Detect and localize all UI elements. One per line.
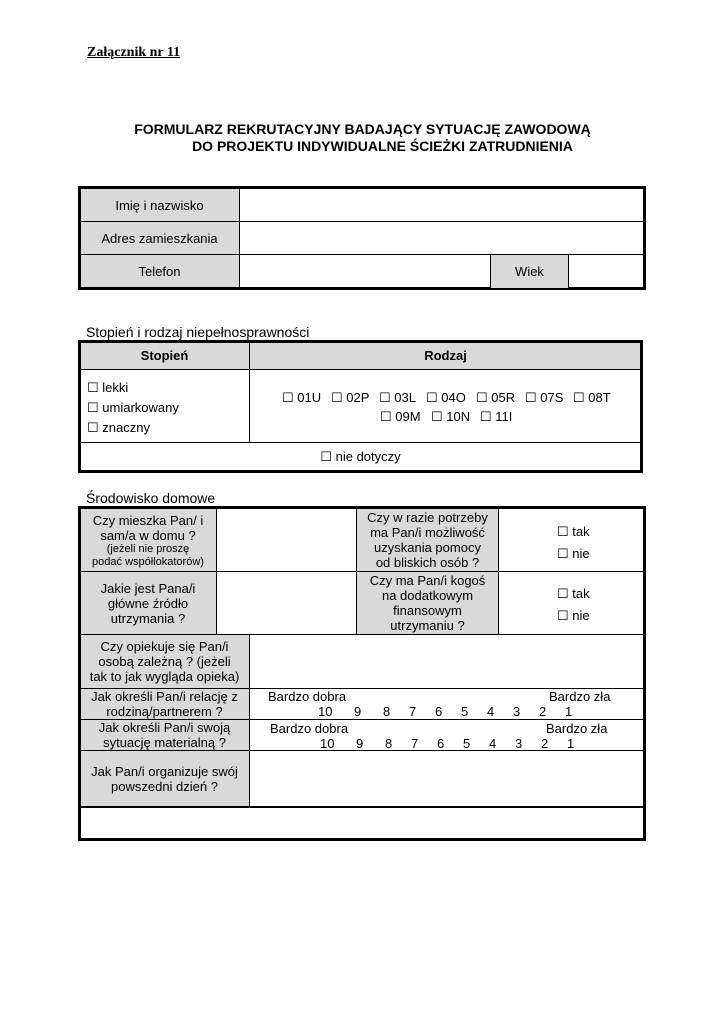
lives-alone-question: Czy mieszka Pan/ i sam/a w domu ? (jeżeli nie proszę podać współlokatorów)	[92, 513, 204, 568]
type-option-11i[interactable]: ☐ 11I	[480, 409, 513, 424]
type-option-10n[interactable]: ☐ 10N	[431, 409, 471, 424]
material-scale-7[interactable]: 7	[411, 736, 419, 751]
type-header: Rodzaj	[424, 348, 467, 363]
relation-scale-10[interactable]: 10	[318, 704, 333, 719]
dependents-no-option[interactable]: ☐ nie	[557, 608, 590, 623]
disability-section-title: Stopień i rodzaj niepełnosprawności	[86, 324, 310, 340]
name-field[interactable]	[241, 190, 642, 220]
phone-label: Telefon	[138, 263, 181, 279]
relation-scale-good-label: Bardzo dobra	[268, 689, 347, 704]
home-section-title: Środowisko domowe	[86, 490, 216, 506]
income-source-question: Jakie jest Pana/i główne źródło utrzymania ?	[100, 580, 196, 626]
material-scale-2[interactable]: 2	[541, 736, 549, 751]
caregiver-question: Czy opiekuje się Pan/i osobą zależną ? (jeżeli tak to jak wygląda opieka)	[89, 639, 240, 684]
type-option-01u[interactable]: ☐ 01U	[282, 390, 322, 405]
relation-scale-7[interactable]: 7	[409, 704, 417, 719]
lives-alone-answer-field[interactable]	[218, 510, 355, 570]
relation-scale-5[interactable]: 5	[461, 704, 469, 719]
material-scale-10[interactable]: 10	[320, 736, 335, 751]
degree-header: Stopień	[140, 348, 189, 363]
type-option-09m[interactable]: ☐ 09M	[380, 409, 421, 424]
type-option-07s[interactable]: ☐ 07S	[525, 390, 564, 405]
form-title-line-2: DO PROJEKTU INDYWIDUALNE ŚCIEŻKI ZATRUDNIENIA	[192, 138, 573, 154]
annex-label: Załącznik nr 11	[87, 45, 181, 60]
relation-scale-9[interactable]: 9	[354, 704, 362, 719]
form-title-line-1: FORMULARZ REKRUTACYJNY BADAJĄCY SYTUACJĘ ZAWODOWĄ	[134, 121, 591, 137]
relation-scale-8[interactable]: 8	[383, 704, 391, 719]
material-scale-good-label: Bardzo dobra	[270, 721, 349, 736]
family-relation-question: Jak określi Pan/i relację z rodziną/partnerem ?	[91, 689, 238, 719]
dependents-yes-option[interactable]: ☐ tak	[557, 586, 590, 601]
address-field[interactable]	[241, 223, 642, 253]
name-label: Imię i nazwisko	[115, 197, 204, 213]
material-scale-9[interactable]: 9	[356, 736, 364, 751]
age-field[interactable]	[570, 256, 642, 286]
relation-scale-6[interactable]: 6	[435, 704, 443, 719]
caregiver-answer-field[interactable]	[251, 636, 642, 687]
address-label: Adres zamieszkania	[101, 230, 218, 246]
help-available-question: Czy w razie potrzeby ma Pan/i możliwość uzyskania pomocy od bliskich osób ?	[367, 510, 488, 570]
degree-option-severe[interactable]: ☐ znaczny	[87, 420, 150, 435]
degree-option-moderate[interactable]: ☐ umiarkowany	[87, 400, 179, 415]
not-applicable-option[interactable]: ☐ nie dotyczy	[320, 449, 401, 464]
relation-scale-4[interactable]: 4	[487, 704, 495, 719]
type-option-04o[interactable]: ☐ 04O	[426, 390, 466, 405]
material-scale-5[interactable]: 5	[463, 736, 471, 751]
phone-field[interactable]	[241, 256, 489, 286]
material-scale-6[interactable]: 6	[437, 736, 445, 751]
type-option-02p[interactable]: ☐ 02P	[331, 390, 370, 405]
material-scale-bad-label: Bardzo zła	[546, 721, 608, 736]
income-source-answer-field[interactable]	[218, 573, 355, 633]
age-label: Wiek	[515, 263, 544, 279]
relation-scale-1[interactable]: 1	[565, 704, 573, 719]
relation-scale-2[interactable]: 2	[539, 704, 547, 719]
relation-scale-3[interactable]: 3	[513, 704, 521, 719]
material-situation-question: Jak określi Pan/i swoją sytuację materialną ?	[98, 720, 231, 750]
type-option-05r[interactable]: ☐ 05R	[476, 390, 516, 405]
material-scale-1[interactable]: 1	[567, 736, 575, 751]
material-scale-4[interactable]: 4	[489, 736, 497, 751]
help-no-option[interactable]: ☐ nie	[557, 546, 590, 561]
daily-routine-answer-field[interactable]	[251, 752, 642, 805]
daily-routine-question: Jak Pan/i organizuje swój powszedni dzień ?	[91, 763, 238, 794]
degree-option-mild[interactable]: ☐ lekki	[87, 380, 129, 395]
material-scale-8[interactable]: 8	[385, 736, 393, 751]
financial-dependents-question: Czy ma Pan/i kogoś na dodatkowym finansowym utrzymaniu ?	[369, 573, 486, 633]
help-yes-option[interactable]: ☐ tak	[557, 524, 590, 539]
additional-notes-field[interactable]	[81, 809, 642, 837]
relation-scale-bad-label: Bardzo zła	[549, 689, 611, 704]
type-option-08t[interactable]: ☐ 08T	[573, 390, 611, 405]
type-option-03l[interactable]: ☐ 03L	[379, 390, 416, 405]
material-scale-3[interactable]: 3	[515, 736, 523, 751]
